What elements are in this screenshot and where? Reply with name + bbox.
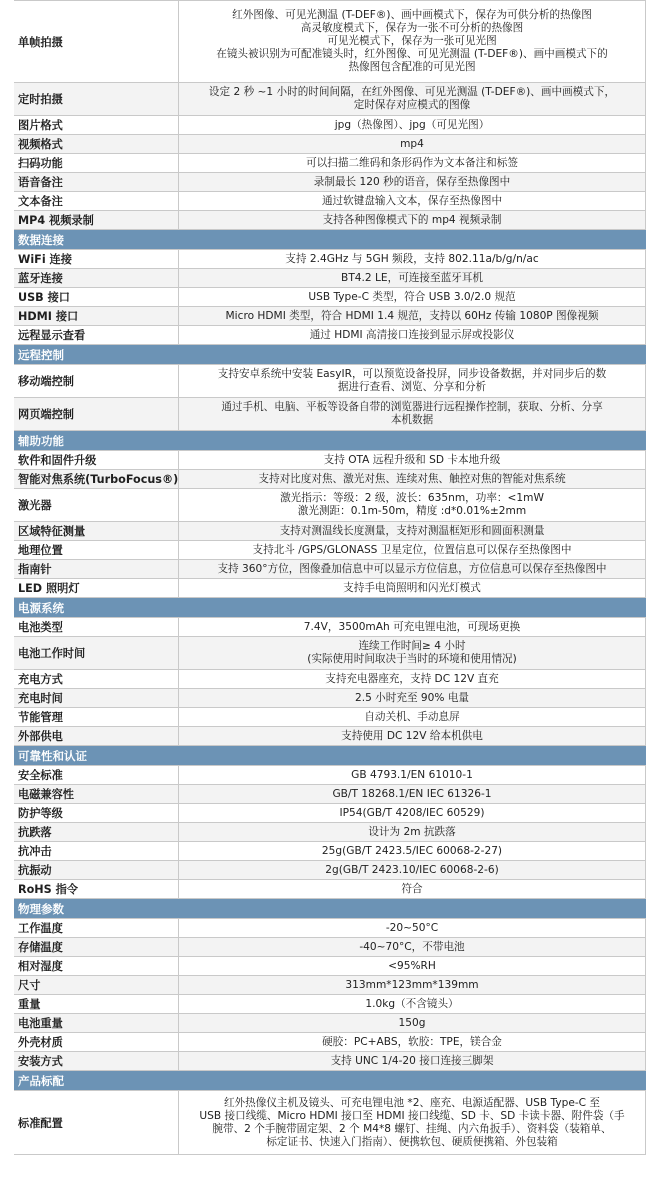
spec-value [179,365,645,397]
spec-row [14,637,646,670]
spec-label: 定时拍摄 [14,83,179,115]
section-header: 数据连接 [14,230,646,250]
spec-value-line: 可见光模式下，保存为一张可见光图 [327,35,497,47]
spec-label: 文本备注 [14,192,179,210]
spec-row [14,995,646,1014]
spec-label: 节能管理 [14,708,179,726]
spec-value [179,489,645,521]
spec-value-line: (实际使用时间取决于当时的环境和使用情况) [307,653,517,665]
spec-value-line: <95%RH [388,959,436,972]
spec-value-line: 通过手机、电脑、平板等设备自带的浏览器进行远程操作控制，获取、分析、分享 [221,401,603,413]
spec-value-line: USB 接口线缆、Micro HDMI 接口至 HDMI 接口线缆、SD 卡、SD 卡读卡器、附件袋（手 [199,1109,625,1122]
spec-row [14,116,646,135]
spec-value-line: 标定证书、快速入门指南）、便携软包、硬质便携箱、外包装箱 [266,1135,558,1148]
spec-value-line: 据进行查看、浏览、分享和分析 [337,381,487,393]
spec-value-line: Micro HDMI 类型，符合 HDMI 1.4 规范，支持以 60Hz 传输 1080P 图像视频 [225,309,599,322]
spec-value-line: 符合 [401,882,423,895]
spec-value [179,766,645,784]
spec-row [14,1091,646,1155]
spec-value-line: -20~50°C [385,921,439,934]
spec-value-line: GB/T 18268.1/EN IEC 61326-1 [332,787,492,800]
spec-value-line: 设定 2 秒 ~1 小时的时间间隔，在红外图像、可见光测温 (T-DEF®)、画中画模式下， [208,86,616,98]
spec-label: 尺寸 [14,976,179,994]
spec-label: 语音备注 [14,173,179,191]
spec-label: 外部供电 [14,727,179,745]
spec-label: LED 照明灯 [14,579,179,597]
spec-value-line: BT4.2 LE，可连接至蓝牙耳机 [341,271,483,284]
spec-value-line: 支持 UNC 1/4-20 接口连接三脚架 [330,1054,494,1067]
spec-value [179,637,645,669]
spec-value [179,522,645,540]
spec-row [14,842,646,861]
spec-value-line: 本机数据 [390,414,434,426]
spec-value-line: IP54(GB/T 4208/IEC 60529) [339,806,485,819]
spec-value-line: 硬胶：PC+ABS，软胶：TPE，镁合金 [322,1035,502,1048]
spec-value [179,451,645,469]
spec-value [179,211,645,229]
spec-value [179,880,645,898]
spec-value [179,842,645,860]
spec-value [179,1033,645,1051]
spec-value-line: 腕带、2 个手腕带固定架、2 个 M4*8 螺钉、挂绳、内六角扳手）、资料袋（装箱单、 [212,1122,612,1135]
spec-value-line: 通过 HDMI 高清接口连接到显示屏或投影仪 [309,328,515,341]
section-header: 电源系统 [14,598,646,618]
spec-row [14,211,646,230]
spec-value-line: 支持对比度对焦、激光对焦、连续对焦、触控对焦的智能对焦系统 [258,472,566,485]
spec-row [14,489,646,522]
spec-value-line: 红外热像仪主机及镜头、可充电锂电池 *2、座充、电源适配器、USB Type-C 至 [223,1096,601,1109]
spec-row [14,880,646,899]
spec-value-line: 支持安卓系统中安装 EasyIR，可以预览设备投屏，同步设备数据，并对同步后的数 [217,368,607,380]
spec-value-line: 2g(GB/T 2423.10/IEC 60068-2-6) [325,863,499,876]
spec-value [179,618,645,636]
spec-value-line: 激光指示：等级：2 级，波长：635nm，功率：<1mW [280,492,544,504]
spec-label: 标准配置 [14,1091,179,1154]
spec-value-line: 定时保存对应模式的图像 [353,99,471,111]
spec-row [14,541,646,560]
spec-value [179,398,645,430]
spec-label: 电池类型 [14,618,179,636]
spec-value [179,579,645,597]
spec-label: 安全标准 [14,766,179,784]
spec-value [179,823,645,841]
spec-label: 存储温度 [14,938,179,956]
spec-value [179,957,645,975]
spec-row [14,1,646,83]
spec-row [14,823,646,842]
spec-table [14,0,646,1155]
spec-label: 相对湿度 [14,957,179,975]
spec-value-line: 高灵敏度模式下，保存为一张不可分析的热像图 [300,22,524,34]
spec-row [14,727,646,746]
spec-label: 重量 [14,995,179,1013]
spec-row [14,708,646,727]
spec-label: 移动端控制 [14,365,179,397]
section-header: 物理参数 [14,899,646,919]
spec-value-line: 通过软键盘输入文本，保存至热像图中 [321,194,503,207]
spec-label: 扫码功能 [14,154,179,172]
spec-value [179,1014,645,1032]
spec-row [14,398,646,431]
spec-row [14,618,646,637]
spec-row [14,670,646,689]
spec-value-line: mp4 [400,137,424,150]
spec-value-line: 支持对测温线长度测量，支持对测温框矩形和圆面积测量 [279,524,545,537]
spec-value [179,307,645,325]
spec-value [179,727,645,745]
spec-value [179,192,645,210]
spec-value [179,560,645,578]
spec-label: 网页端控制 [14,398,179,430]
spec-value-line: 连续工作时间≥ 4 小时 [358,640,466,652]
spec-label: 电池工作时间 [14,637,179,669]
section-header: 产品标配 [14,1071,646,1091]
spec-label: 抗冲击 [14,842,179,860]
spec-row [14,269,646,288]
spec-value [179,250,645,268]
spec-value [179,326,645,344]
spec-value [179,154,645,172]
spec-value-line: 可以扫描二维码和条形码作为文本备注和标签 [306,156,518,169]
spec-value-line: -40~70°C，不带电池 [359,940,465,953]
spec-value-line: 支持 360°方位，图像叠加信息中可以显示方位信息，方位信息可以保存至热像图中 [217,562,607,575]
spec-value-line: 激光测距：0.1m-50m，精度 :d*0.01%±2mm [297,505,527,517]
spec-value-line: 支持各种图像模式下的 mp4 视频录制 [322,213,502,226]
section-header: 辅助功能 [14,431,646,451]
spec-value-line: 7.4V，3500mAh 可充电锂电池，可现场更换 [303,620,521,633]
spec-value [179,470,645,488]
spec-value-line: 设计为 2m 抗跌落 [368,825,456,838]
spec-label: 智能对焦系统(TurboFocus®) [14,470,179,488]
spec-label: HDMI 接口 [14,307,179,325]
spec-row [14,451,646,470]
spec-value [179,269,645,287]
spec-value [179,976,645,994]
spec-row [14,307,646,326]
spec-row [14,470,646,489]
spec-value-line: 支持 2.4GHz 与 5GH 频段，支持 802.11a/b/g/n/ac [285,252,539,265]
spec-label: 电池重量 [14,1014,179,1032]
spec-row [14,861,646,880]
spec-value [179,919,645,937]
spec-value [179,1091,645,1154]
spec-row [14,766,646,785]
spec-label: 工作温度 [14,919,179,937]
spec-value-line: GB 4793.1/EN 61010-1 [351,768,473,781]
spec-row [14,250,646,269]
spec-label: 地理位置 [14,541,179,559]
spec-label: RoHS 指令 [14,880,179,898]
spec-label: 单帧拍摄 [14,1,179,82]
spec-value [179,995,645,1013]
spec-value [179,1052,645,1070]
spec-label: 充电时间 [14,689,179,707]
spec-value [179,708,645,726]
spec-label: 图片格式 [14,116,179,134]
spec-label: 指南针 [14,560,179,578]
spec-row [14,689,646,708]
section-header: 远程控制 [14,345,646,365]
spec-value-line: 录制最长 120 秒的语音，保存至热像图中 [313,175,511,188]
spec-row [14,1014,646,1033]
spec-value-line: 支持充电器座充，支持 DC 12V 直充 [325,672,499,685]
spec-row [14,326,646,345]
spec-label: 充电方式 [14,670,179,688]
spec-value [179,861,645,879]
spec-row [14,1033,646,1052]
spec-value [179,173,645,191]
spec-label: 电磁兼容性 [14,785,179,803]
spec-row [14,579,646,598]
spec-value-line: 2.5 小时充至 90% 电量 [354,691,470,704]
spec-row [14,560,646,579]
spec-value-line: 支持北斗 /GPS/GLONASS 卫星定位，位置信息可以保存至热像图中 [252,543,572,556]
spec-row [14,938,646,957]
spec-row [14,1052,646,1071]
spec-label: 蓝牙连接 [14,269,179,287]
spec-label: USB 接口 [14,288,179,306]
spec-value [179,83,645,115]
spec-label: MP4 视频录制 [14,211,179,229]
spec-row [14,785,646,804]
spec-label: 抗跌落 [14,823,179,841]
spec-value [179,541,645,559]
spec-value [179,1,645,82]
spec-label: 远程显示查看 [14,326,179,344]
spec-value-line: 自动关机、手动息屏 [364,710,460,723]
spec-value-line: 支持手电筒照明和闪光灯模式 [343,581,481,594]
spec-row [14,288,646,307]
spec-value [179,938,645,956]
spec-label: 防护等级 [14,804,179,822]
spec-value-line: jpg（热像图）、jpg（可见光图） [334,118,490,131]
spec-value [179,116,645,134]
spec-row [14,192,646,211]
spec-row [14,83,646,116]
spec-row [14,154,646,173]
spec-row [14,957,646,976]
spec-label: 区域特征测量 [14,522,179,540]
spec-value-line: 25g(GB/T 2423.5/IEC 60068-2-27) [321,844,503,857]
spec-row [14,976,646,995]
spec-row [14,135,646,154]
spec-value [179,689,645,707]
spec-label: 激光器 [14,489,179,521]
spec-value [179,785,645,803]
spec-value-line: 313mm*123mm*139mm [345,978,479,991]
spec-value [179,670,645,688]
spec-label: 软件和固件升级 [14,451,179,469]
spec-row [14,365,646,398]
spec-value-line: 在镜头被识别为可配准镜头时，红外图像、可见光测温 (T-DEF®)、画中画模式下的 [216,48,608,60]
spec-value-line: 支持 OTA 远程升级和 SD 卡本地升级 [323,453,501,466]
spec-value-line: 热像图包含配准的可见光图 [348,61,476,73]
section-header: 可靠性和认证 [14,746,646,766]
spec-row [14,804,646,823]
spec-label: 抗振动 [14,861,179,879]
spec-value-line: 1.0kg（不含镜头） [365,997,459,1010]
spec-row [14,173,646,192]
spec-label: WiFi 连接 [14,250,179,268]
spec-label: 外壳材质 [14,1033,179,1051]
spec-value-line: USB Type-C 类型，符合 USB 3.0/2.0 规范 [308,290,516,303]
spec-label: 安装方式 [14,1052,179,1070]
spec-value-line: 红外图像、可见光测温 (T-DEF®)、画中画模式下，保存为可供分析的热像图 [232,9,592,21]
spec-value-line: 支持使用 DC 12V 给本机供电 [341,729,483,742]
spec-value [179,288,645,306]
spec-value-line: 150g [398,1016,426,1029]
spec-row [14,522,646,541]
spec-label: 视频格式 [14,135,179,153]
spec-value [179,135,645,153]
spec-value [179,804,645,822]
spec-row [14,919,646,938]
